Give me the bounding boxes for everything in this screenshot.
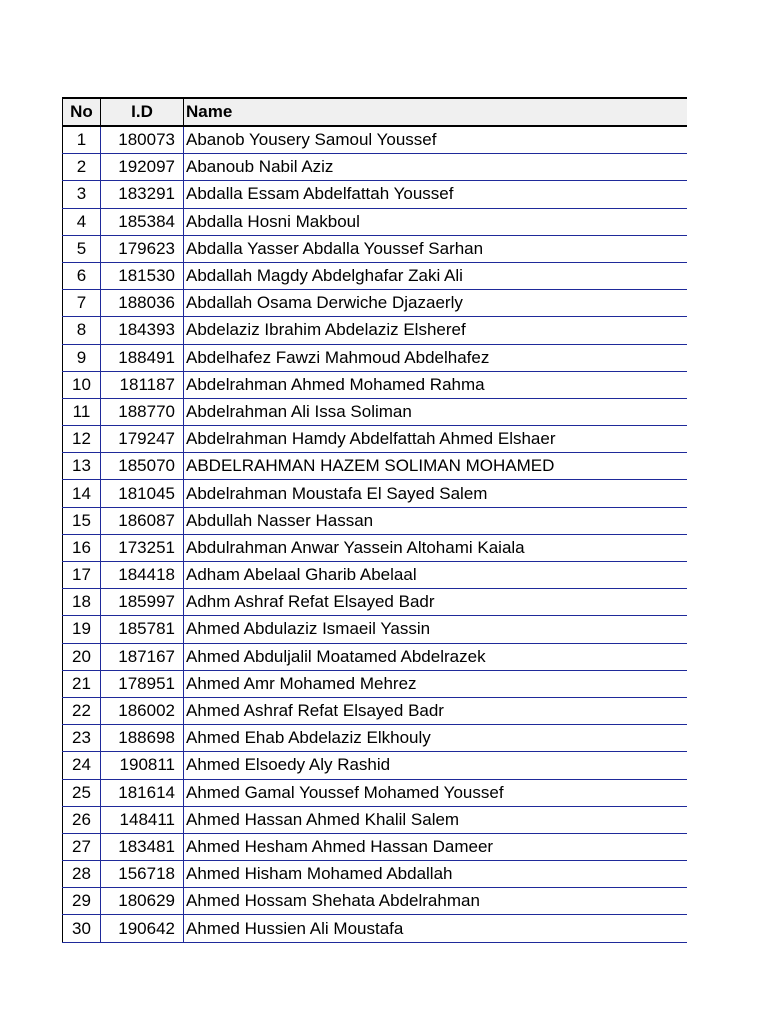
student-id: 188770 xyxy=(101,398,184,425)
row-number: 29 xyxy=(63,888,101,915)
student-name: Abdelaziz Ibrahim Abdelaziz Elsheref xyxy=(184,317,687,344)
student-list-sheet xyxy=(62,97,686,943)
row-number: 30 xyxy=(63,915,101,942)
student-id: 181045 xyxy=(101,480,184,507)
student-id: 186002 xyxy=(101,697,184,724)
row-number: 20 xyxy=(63,643,101,670)
table-row xyxy=(63,480,687,507)
row-number: 5 xyxy=(63,235,101,262)
student-name: Abdelrahman Ahmed Mohamed Rahma xyxy=(184,371,687,398)
student-name: Abdelhafez Fawzi Mahmoud Abdelhafez xyxy=(184,344,687,371)
table-row xyxy=(63,670,687,697)
student-name: Ahmed Ehab Abdelaziz Elkhouly xyxy=(184,725,687,752)
table-row xyxy=(63,752,687,779)
student-id: 186087 xyxy=(101,507,184,534)
table-row xyxy=(63,697,687,724)
student-id: 148411 xyxy=(101,806,184,833)
row-number: 21 xyxy=(63,670,101,697)
row-number: 4 xyxy=(63,208,101,235)
student-name: Abanob Yousery Samoul Youssef xyxy=(184,126,687,154)
student-id: 180629 xyxy=(101,888,184,915)
student-id: 181530 xyxy=(101,262,184,289)
table-row xyxy=(63,154,687,181)
table-row xyxy=(63,861,687,888)
student-name: Ahmed Hesham Ahmed Hassan Dameer xyxy=(184,833,687,860)
table-row xyxy=(63,262,687,289)
table-row xyxy=(63,562,687,589)
student-id: 185997 xyxy=(101,589,184,616)
table-row xyxy=(63,426,687,453)
row-number: 13 xyxy=(63,453,101,480)
student-id: 185070 xyxy=(101,453,184,480)
student-table xyxy=(62,97,687,943)
table-row xyxy=(63,235,687,262)
row-number: 16 xyxy=(63,534,101,561)
table-body xyxy=(63,126,687,942)
table-row xyxy=(63,888,687,915)
student-name: Abdalla Essam Abdelfattah Youssef xyxy=(184,181,687,208)
student-name: Ahmed Abdulaziz Ismaeil Yassin xyxy=(184,616,687,643)
row-number: 17 xyxy=(63,562,101,589)
student-id: 192097 xyxy=(101,154,184,181)
table-row xyxy=(63,589,687,616)
student-id: 185384 xyxy=(101,208,184,235)
student-name: Abdalla Hosni Makboul xyxy=(184,208,687,235)
student-name: ABDELRAHMAN HAZEM SOLIMAN MOHAMED xyxy=(184,453,687,480)
row-number: 18 xyxy=(63,589,101,616)
student-id: 178951 xyxy=(101,670,184,697)
student-id: 190811 xyxy=(101,752,184,779)
row-number: 22 xyxy=(63,697,101,724)
table-row xyxy=(63,616,687,643)
table-row xyxy=(63,643,687,670)
student-id: 180073 xyxy=(101,126,184,154)
row-number: 12 xyxy=(63,426,101,453)
table-row xyxy=(63,833,687,860)
row-number: 11 xyxy=(63,398,101,425)
student-name: Abdallah Osama Derwiche Djazaerly xyxy=(184,290,687,317)
row-number: 3 xyxy=(63,181,101,208)
student-name: Ahmed Abduljalil Moatamed Abdelrazek xyxy=(184,643,687,670)
student-name: Ahmed Amr Mohamed Mehrez xyxy=(184,670,687,697)
table-row xyxy=(63,317,687,344)
table-row xyxy=(63,806,687,833)
table-header xyxy=(63,98,687,126)
student-id: 188698 xyxy=(101,725,184,752)
table-row xyxy=(63,725,687,752)
header-id: I.D xyxy=(101,98,184,126)
table-row xyxy=(63,371,687,398)
student-name: Ahmed Hussien Ali Moustafa xyxy=(184,915,687,942)
table-row xyxy=(63,398,687,425)
student-id: 184418 xyxy=(101,562,184,589)
student-id: 188491 xyxy=(101,344,184,371)
header-name: Name xyxy=(184,98,687,126)
table-row xyxy=(63,344,687,371)
row-number: 25 xyxy=(63,779,101,806)
student-id: 179247 xyxy=(101,426,184,453)
row-number: 6 xyxy=(63,262,101,289)
student-name: Ahmed Gamal Youssef Mohamed Youssef xyxy=(184,779,687,806)
row-number: 14 xyxy=(63,480,101,507)
student-id: 179623 xyxy=(101,235,184,262)
student-name: Abdelrahman Ali Issa Soliman xyxy=(184,398,687,425)
table-row xyxy=(63,208,687,235)
student-id: 181614 xyxy=(101,779,184,806)
row-number: 28 xyxy=(63,861,101,888)
table-row xyxy=(63,534,687,561)
student-name: Abdelrahman Moustafa El Sayed Salem xyxy=(184,480,687,507)
table-row xyxy=(63,290,687,317)
row-number: 27 xyxy=(63,833,101,860)
student-name: Ahmed Hossam Shehata Abdelrahman xyxy=(184,888,687,915)
student-id: 185781 xyxy=(101,616,184,643)
row-number: 8 xyxy=(63,317,101,344)
row-number: 9 xyxy=(63,344,101,371)
student-name: Abdulrahman Anwar Yassein Altohami Kaiala xyxy=(184,534,687,561)
row-number: 23 xyxy=(63,725,101,752)
table-row xyxy=(63,126,687,154)
student-name: Abanoub Nabil Aziz xyxy=(184,154,687,181)
header-no: No xyxy=(63,98,101,126)
row-number: 24 xyxy=(63,752,101,779)
table-row xyxy=(63,507,687,534)
row-number: 10 xyxy=(63,371,101,398)
table-row xyxy=(63,915,687,942)
student-name: Ahmed Hisham Mohamed Abdallah xyxy=(184,861,687,888)
student-name: Ahmed Hassan Ahmed Khalil Salem xyxy=(184,806,687,833)
student-id: 187167 xyxy=(101,643,184,670)
student-name: Ahmed Elsoedy Aly Rashid xyxy=(184,752,687,779)
row-number: 2 xyxy=(63,154,101,181)
row-number: 15 xyxy=(63,507,101,534)
row-number: 19 xyxy=(63,616,101,643)
student-name: Abdalla Yasser Abdalla Youssef Sarhan xyxy=(184,235,687,262)
student-name: Ahmed Ashraf Refat Elsayed Badr xyxy=(184,697,687,724)
header-row xyxy=(63,98,687,126)
student-name: Adhm Ashraf Refat Elsayed Badr xyxy=(184,589,687,616)
student-id: 181187 xyxy=(101,371,184,398)
row-number: 7 xyxy=(63,290,101,317)
student-id: 173251 xyxy=(101,534,184,561)
table-row xyxy=(63,779,687,806)
table-row xyxy=(63,181,687,208)
row-number: 1 xyxy=(63,126,101,154)
student-id: 156718 xyxy=(101,861,184,888)
row-number: 26 xyxy=(63,806,101,833)
student-name: Abdallah Magdy Abdelghafar Zaki Ali xyxy=(184,262,687,289)
student-name: Abdelrahman Hamdy Abdelfattah Ahmed Elshaer xyxy=(184,426,687,453)
table-row xyxy=(63,453,687,480)
student-name: Adham Abelaal Gharib Abelaal xyxy=(184,562,687,589)
student-id: 183481 xyxy=(101,833,184,860)
student-id: 184393 xyxy=(101,317,184,344)
student-id: 188036 xyxy=(101,290,184,317)
student-id: 183291 xyxy=(101,181,184,208)
student-name: Abdullah Nasser Hassan xyxy=(184,507,687,534)
student-id: 190642 xyxy=(101,915,184,942)
